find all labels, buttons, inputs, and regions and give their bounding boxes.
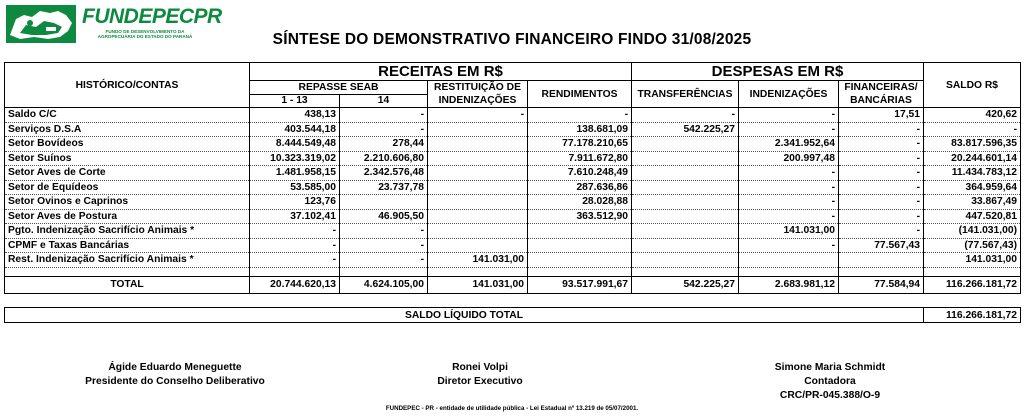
cell-rend: 138.681,09 bbox=[528, 122, 632, 137]
signature-name: Ágide Eduardo Meneguette bbox=[108, 362, 242, 373]
cell-conta: Pgto. Indenização Sacrifício Animais * bbox=[5, 224, 250, 239]
cell-fin: - bbox=[839, 122, 924, 137]
cell-saldo: - bbox=[924, 122, 1021, 137]
cell-conta: Setor de Equídeos bbox=[5, 180, 250, 195]
spacer-cell bbox=[340, 267, 428, 276]
cell-conta: Setor Ovinos e Caprinos bbox=[5, 195, 250, 210]
cell-r1: 8.444.549,48 bbox=[250, 137, 340, 152]
cell-saldo: 83.817.596,35 bbox=[924, 137, 1021, 152]
cell-rend: 363.512,90 bbox=[528, 209, 632, 224]
logo-subtitle-line1: FUNDO DE DESENVOLVIMENTO DA bbox=[105, 29, 185, 34]
cell-r14: 2.210.606,80 bbox=[340, 151, 428, 166]
cell-r14: - bbox=[340, 122, 428, 137]
header-financeiras-line2: BANCÁRIAS bbox=[850, 95, 912, 106]
cell-fin: - bbox=[839, 137, 924, 152]
cell-transf bbox=[632, 238, 739, 253]
cell-r1: 37.102,41 bbox=[250, 209, 340, 224]
signature-presidente bbox=[60, 361, 290, 389]
header-repasse-1-13: 1 - 13 bbox=[250, 94, 340, 108]
cell-rend: 28.028,88 bbox=[528, 195, 632, 210]
table-row bbox=[5, 137, 1021, 152]
cell-saldo: 420,62 bbox=[924, 108, 1021, 123]
cell-saldo: (77.567,43) bbox=[924, 238, 1021, 253]
cell-saldo: 33.867,49 bbox=[924, 195, 1021, 210]
header-transferencias: TRANSFERÊNCIAS bbox=[632, 81, 739, 108]
cell-rend: 7.911.672,80 bbox=[528, 151, 632, 166]
table-row bbox=[5, 209, 1021, 224]
header-saldo: SALDO R$ bbox=[924, 63, 1021, 108]
cell-rest bbox=[428, 151, 528, 166]
table-row bbox=[5, 253, 1021, 268]
table-row bbox=[5, 151, 1021, 166]
cell-inden: - bbox=[739, 166, 839, 181]
header-restituicao bbox=[428, 81, 528, 108]
cell-rest bbox=[428, 137, 528, 152]
total-transf: 542.225,27 bbox=[632, 276, 739, 293]
cell-rest bbox=[428, 238, 528, 253]
cell-rend bbox=[528, 253, 632, 268]
cell-conta: Setor Bovídeos bbox=[5, 137, 250, 152]
signature-name: Simone Maria Schmidt bbox=[774, 362, 886, 373]
cell-fin: - bbox=[839, 195, 924, 210]
spacer-cell bbox=[428, 267, 528, 276]
spacer-row bbox=[5, 267, 1021, 276]
cell-r14: - bbox=[340, 224, 428, 239]
cell-conta: Saldo C/C bbox=[5, 108, 250, 123]
cell-conta: Setor Aves de Corte bbox=[5, 166, 250, 181]
cell-transf: 542.225,27 bbox=[632, 122, 739, 137]
table-row bbox=[5, 224, 1021, 239]
spacer-cell bbox=[250, 267, 340, 276]
total-r14: 4.624.105,00 bbox=[340, 276, 428, 293]
cell-rest bbox=[428, 209, 528, 224]
cell-transf bbox=[632, 209, 739, 224]
cell-r1: - bbox=[250, 224, 340, 239]
cell-fin: - bbox=[839, 209, 924, 224]
cell-saldo: 20.244.601,14 bbox=[924, 151, 1021, 166]
cell-r1: 53.585,00 bbox=[250, 180, 340, 195]
total-rend: 93.517.991,67 bbox=[528, 276, 632, 293]
cell-rest bbox=[428, 166, 528, 181]
cell-inden: - bbox=[739, 122, 839, 137]
header-restituicao-line1: RESTITUIÇÃO DE bbox=[434, 82, 521, 93]
cell-inden: - bbox=[739, 180, 839, 195]
logo-name: FUNDEPEC bbox=[82, 5, 194, 28]
header-receitas: RECEITAS EM R$ bbox=[250, 63, 632, 81]
cell-transf bbox=[632, 224, 739, 239]
cell-fin: - bbox=[839, 180, 924, 195]
table-row bbox=[5, 195, 1021, 210]
cell-r1: 438,13 bbox=[250, 108, 340, 123]
header-rendimentos: RENDIMENTOS bbox=[528, 81, 632, 108]
cell-saldo: 11.434.783,12 bbox=[924, 166, 1021, 181]
total-saldo: 116.266.181,72 bbox=[924, 276, 1021, 293]
total-label: TOTAL bbox=[5, 276, 250, 293]
cell-r1: - bbox=[250, 253, 340, 268]
total-inden: 2.683.981,12 bbox=[739, 276, 839, 293]
total-fin: 77.584,94 bbox=[839, 276, 924, 293]
cell-r14: - bbox=[340, 238, 428, 253]
cell-conta: Rest. Indenização Sacrifício Animais * bbox=[5, 253, 250, 268]
cell-saldo: 364.959,64 bbox=[924, 180, 1021, 195]
cell-fin: 17,51 bbox=[839, 108, 924, 123]
spacer-cell bbox=[739, 267, 839, 276]
header-financeiras bbox=[839, 81, 924, 108]
cell-transf bbox=[632, 166, 739, 181]
page-title: SÍNTESE DO DEMONSTRATIVO FINANCEIRO FINDO 31/08/2025 bbox=[272, 31, 752, 48]
cell-rest bbox=[428, 195, 528, 210]
saldo-liquido-table bbox=[4, 307, 1021, 323]
cell-fin: - bbox=[839, 151, 924, 166]
cell-transf bbox=[632, 195, 739, 210]
table-row bbox=[5, 166, 1021, 181]
signature-role: Diretor Executivo bbox=[437, 376, 523, 387]
cell-fin: - bbox=[839, 224, 924, 239]
cell-rend: 287.636,86 bbox=[528, 180, 632, 195]
saldo-liquido-value: 116.266.181,72 bbox=[924, 308, 1021, 323]
total-r1: 20.744.620,13 bbox=[250, 276, 340, 293]
cell-rest bbox=[428, 180, 528, 195]
cell-rend: 77.178.210,65 bbox=[528, 137, 632, 152]
cell-rest bbox=[428, 224, 528, 239]
cell-conta: CPMF e Taxas Bancárias bbox=[5, 238, 250, 253]
cell-inden: 141.031,00 bbox=[739, 224, 839, 239]
table-row bbox=[5, 238, 1021, 253]
cell-fin bbox=[839, 253, 924, 268]
total-row bbox=[5, 276, 1021, 293]
spacer-cell bbox=[5, 267, 250, 276]
cell-inden: 2.341.952,64 bbox=[739, 137, 839, 152]
cell-rend: - bbox=[528, 108, 632, 123]
cell-transf bbox=[632, 253, 739, 268]
signature-name: Ronei Volpi bbox=[452, 362, 508, 373]
header-historico: HISTÓRICO/CONTAS bbox=[5, 63, 250, 108]
cell-transf bbox=[632, 137, 739, 152]
cell-rend: 7.610.248,49 bbox=[528, 166, 632, 181]
cell-r14: 2.342.576,48 bbox=[340, 166, 428, 181]
cell-transf bbox=[632, 180, 739, 195]
cell-fin: - bbox=[839, 166, 924, 181]
signature-role: Contadora bbox=[804, 376, 856, 387]
cell-saldo: (141.031,00) bbox=[924, 224, 1021, 239]
header-indenizacoes: INDENIZAÇÕES bbox=[739, 81, 839, 108]
signature-role: Presidente do Conselho Deliberativo bbox=[85, 376, 265, 387]
logo-suffix: PR bbox=[193, 5, 222, 28]
cell-r14: 23.737,78 bbox=[340, 180, 428, 195]
cell-rest: 141.031,00 bbox=[428, 253, 528, 268]
signature-contadora bbox=[740, 361, 920, 403]
saldo-liquido-label: SALDO LÍQUIDO TOTAL bbox=[5, 308, 924, 323]
header-despesas: DESPESAS EM R$ bbox=[632, 63, 924, 81]
cell-transf bbox=[632, 151, 739, 166]
cell-inden: - bbox=[739, 108, 839, 123]
cell-rest: - bbox=[428, 108, 528, 123]
table-row bbox=[5, 108, 1021, 123]
header-restituicao-line2: INDENIZAÇÕES bbox=[438, 95, 517, 106]
cell-r1: 403.544,18 bbox=[250, 122, 340, 137]
cell-r1: 123,76 bbox=[250, 195, 340, 210]
signature-diretor bbox=[390, 361, 570, 389]
logo-wordmark bbox=[82, 5, 222, 29]
cell-r1: 10.323.319,02 bbox=[250, 151, 340, 166]
signature-crc: CRC/PR-045.388/O-9 bbox=[779, 390, 881, 401]
cell-rend bbox=[528, 224, 632, 239]
cell-rest bbox=[428, 122, 528, 137]
cell-r14: 278,44 bbox=[340, 137, 428, 152]
cell-conta: Setor Aves de Postura bbox=[5, 209, 250, 224]
cell-conta: Serviços D.S.A bbox=[5, 122, 250, 137]
cell-transf: - bbox=[632, 108, 739, 123]
header-repasse: REPASSE SEAB bbox=[250, 81, 428, 95]
cell-inden: - bbox=[739, 209, 839, 224]
cell-fin: 77.567,43 bbox=[839, 238, 924, 253]
cell-r1: - bbox=[250, 238, 340, 253]
cell-r14 bbox=[340, 195, 428, 210]
table-row bbox=[5, 180, 1021, 195]
table-row bbox=[5, 122, 1021, 137]
table-body bbox=[5, 108, 1021, 294]
header-repasse-14: 14 bbox=[340, 94, 428, 108]
cell-saldo: 141.031,00 bbox=[924, 253, 1021, 268]
cell-saldo: 447.520,81 bbox=[924, 209, 1021, 224]
cell-rend bbox=[528, 238, 632, 253]
financial-table bbox=[4, 62, 1021, 294]
spacer-cell bbox=[924, 267, 1021, 276]
logo-subtitle-line2: AGROPECUÁRIA DO ESTADO DO PARANÁ bbox=[97, 34, 193, 40]
header-financeiras-line1: FINANCEIRAS/ bbox=[844, 82, 918, 93]
spacer-cell bbox=[632, 267, 739, 276]
cell-inden bbox=[739, 253, 839, 268]
footer-note: FUNDEPEC - PR - entidade de utilidade pública - Lei Estadual nº 13.219 de 05/07/2001. bbox=[385, 405, 639, 412]
cell-r14: - bbox=[340, 253, 428, 268]
total-rest: 141.031,00 bbox=[428, 276, 528, 293]
cell-r14: - bbox=[340, 108, 428, 123]
cell-r14: 46.905,50 bbox=[340, 209, 428, 224]
cell-conta: Setor Suínos bbox=[5, 151, 250, 166]
cell-inden: - bbox=[739, 238, 839, 253]
cell-r1: 1.481.958,15 bbox=[250, 166, 340, 181]
spacer-cell bbox=[528, 267, 632, 276]
cell-inden: 200.997,48 bbox=[739, 151, 839, 166]
cell-inden: - bbox=[739, 195, 839, 210]
spacer-cell bbox=[839, 267, 924, 276]
